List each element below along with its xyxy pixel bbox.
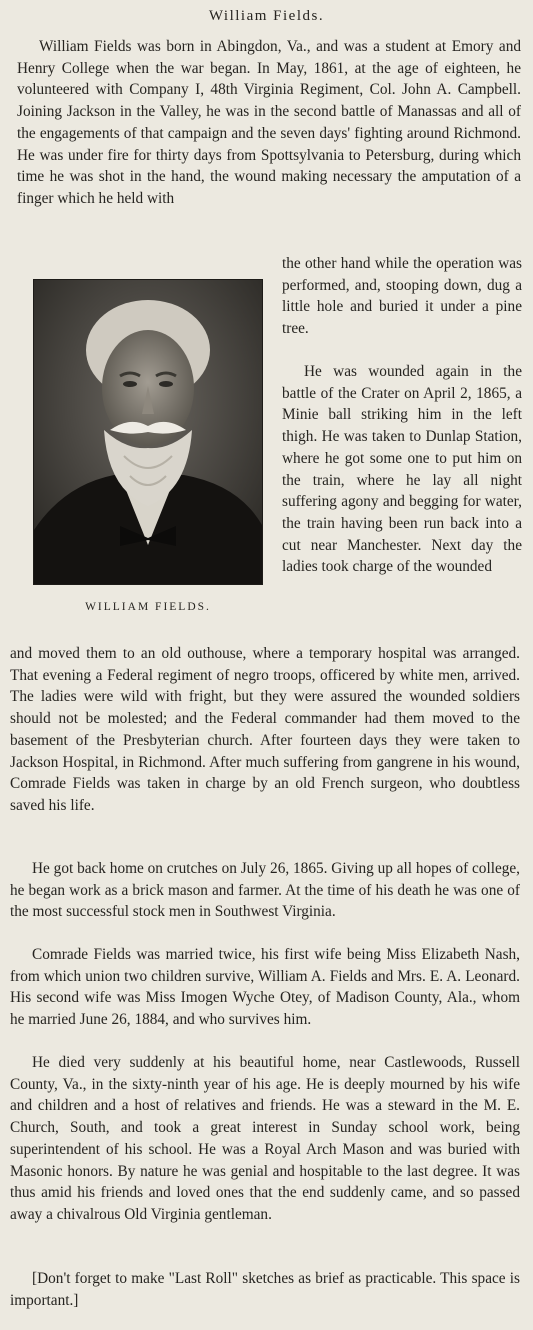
portrait-photo [33,279,263,585]
portrait-illustration [34,280,262,584]
paragraph-death: He died very suddenly at his beautiful home, near Castlewoods, Russell County, Va., in the sixty-ninth year of his age. He is deeply mourned by his wife and children and a host of relatives and friends. He was a steward in the M. E. Church, South, and took a great interest in Sunday school work, being superintendent of his school. He was a Royal Arch Mason and was buried with Masonic honors. By nature he was genial and hospitable to the last degree. It was thus amid his friends and loved ones that the end suddenly came, and so passed away a chivalrous Old Virginia gentleman. [10,1054,520,1223]
paragraph-marriages: Comrade Fields was married twice, his first wife being Miss Elizabeth Nash, from which union two children survive, William A. Fields and Mrs. E. A. Leonard. His second wife was Miss Imogen Wyche Otey, of Madison County, Ala., whom he married June 26, 1884, and who survives him. [10,946,520,1029]
editor-note: [Don't forget to make "Last Roll" sketches as brief as practicable. This space is important.] [10,1270,520,1309]
paragraph-hospital: and moved them to an old outhouse, where a temporary hospital was arranged. That evening a Federal regiment of negro troops, officered by white men, arrived. The ladies were wild with fright, but they were assured the wounded soldiers should not be molested; and the Federal commander had them moved to the basement of the Presbyterian church. After fourteen days they were taken to Jackson Hospital, in Richmond. After much suffering from gangrene in his wound, Comrade Fields was taken in charge by an old French surgeon, who doubtless saved his life. [10,645,520,814]
paragraph-finger-burial: the other hand while the operation was performed, and, stooping down, dug a little hole and buried it under a pine tree. [282,255,522,338]
paragraph-after-war: He got back home on crutches on July 26, 1865. Giving up all hopes of college, he began work as a brick mason and farmer. At the time of his death he was one of the most successful stock men in Southwest Virginia. [10,860,520,921]
paragraph-early-service: William Fields was born in Abingdon, Va., and was a student at Emory and Henry College when the war began. In May, 1861, at the age of eighteen, he volunteered with Company I, 48th Virginia Regiment, Col. John A. Campbell. Joining Jackson in the Valley, he was in the second battle of Manassas and all of the engagements of that campaign and the seven days' fighting around Richmond. He was under fire for thirty days from Spottsylvania to Petersburg, during which time he was shot in the hand, the wound making necessary the amputation of a finger which he held with [17,38,521,207]
article-title: William Fields. [208,8,325,24]
portrait-caption: WILLIAM FIELDS. [85,601,211,613]
paragraph-crater-wound: He was wounded again in the battle of the Crater on April 2, 1865, a Minie ball striking him in the left thigh. He was taken to Dunlap Station, where he got some one to put him on the train, where he lay all night suffering agony and begging for water, the train having been run back into a cut near Manchester. Next day the ladies took charge of the wounded [282,363,522,576]
